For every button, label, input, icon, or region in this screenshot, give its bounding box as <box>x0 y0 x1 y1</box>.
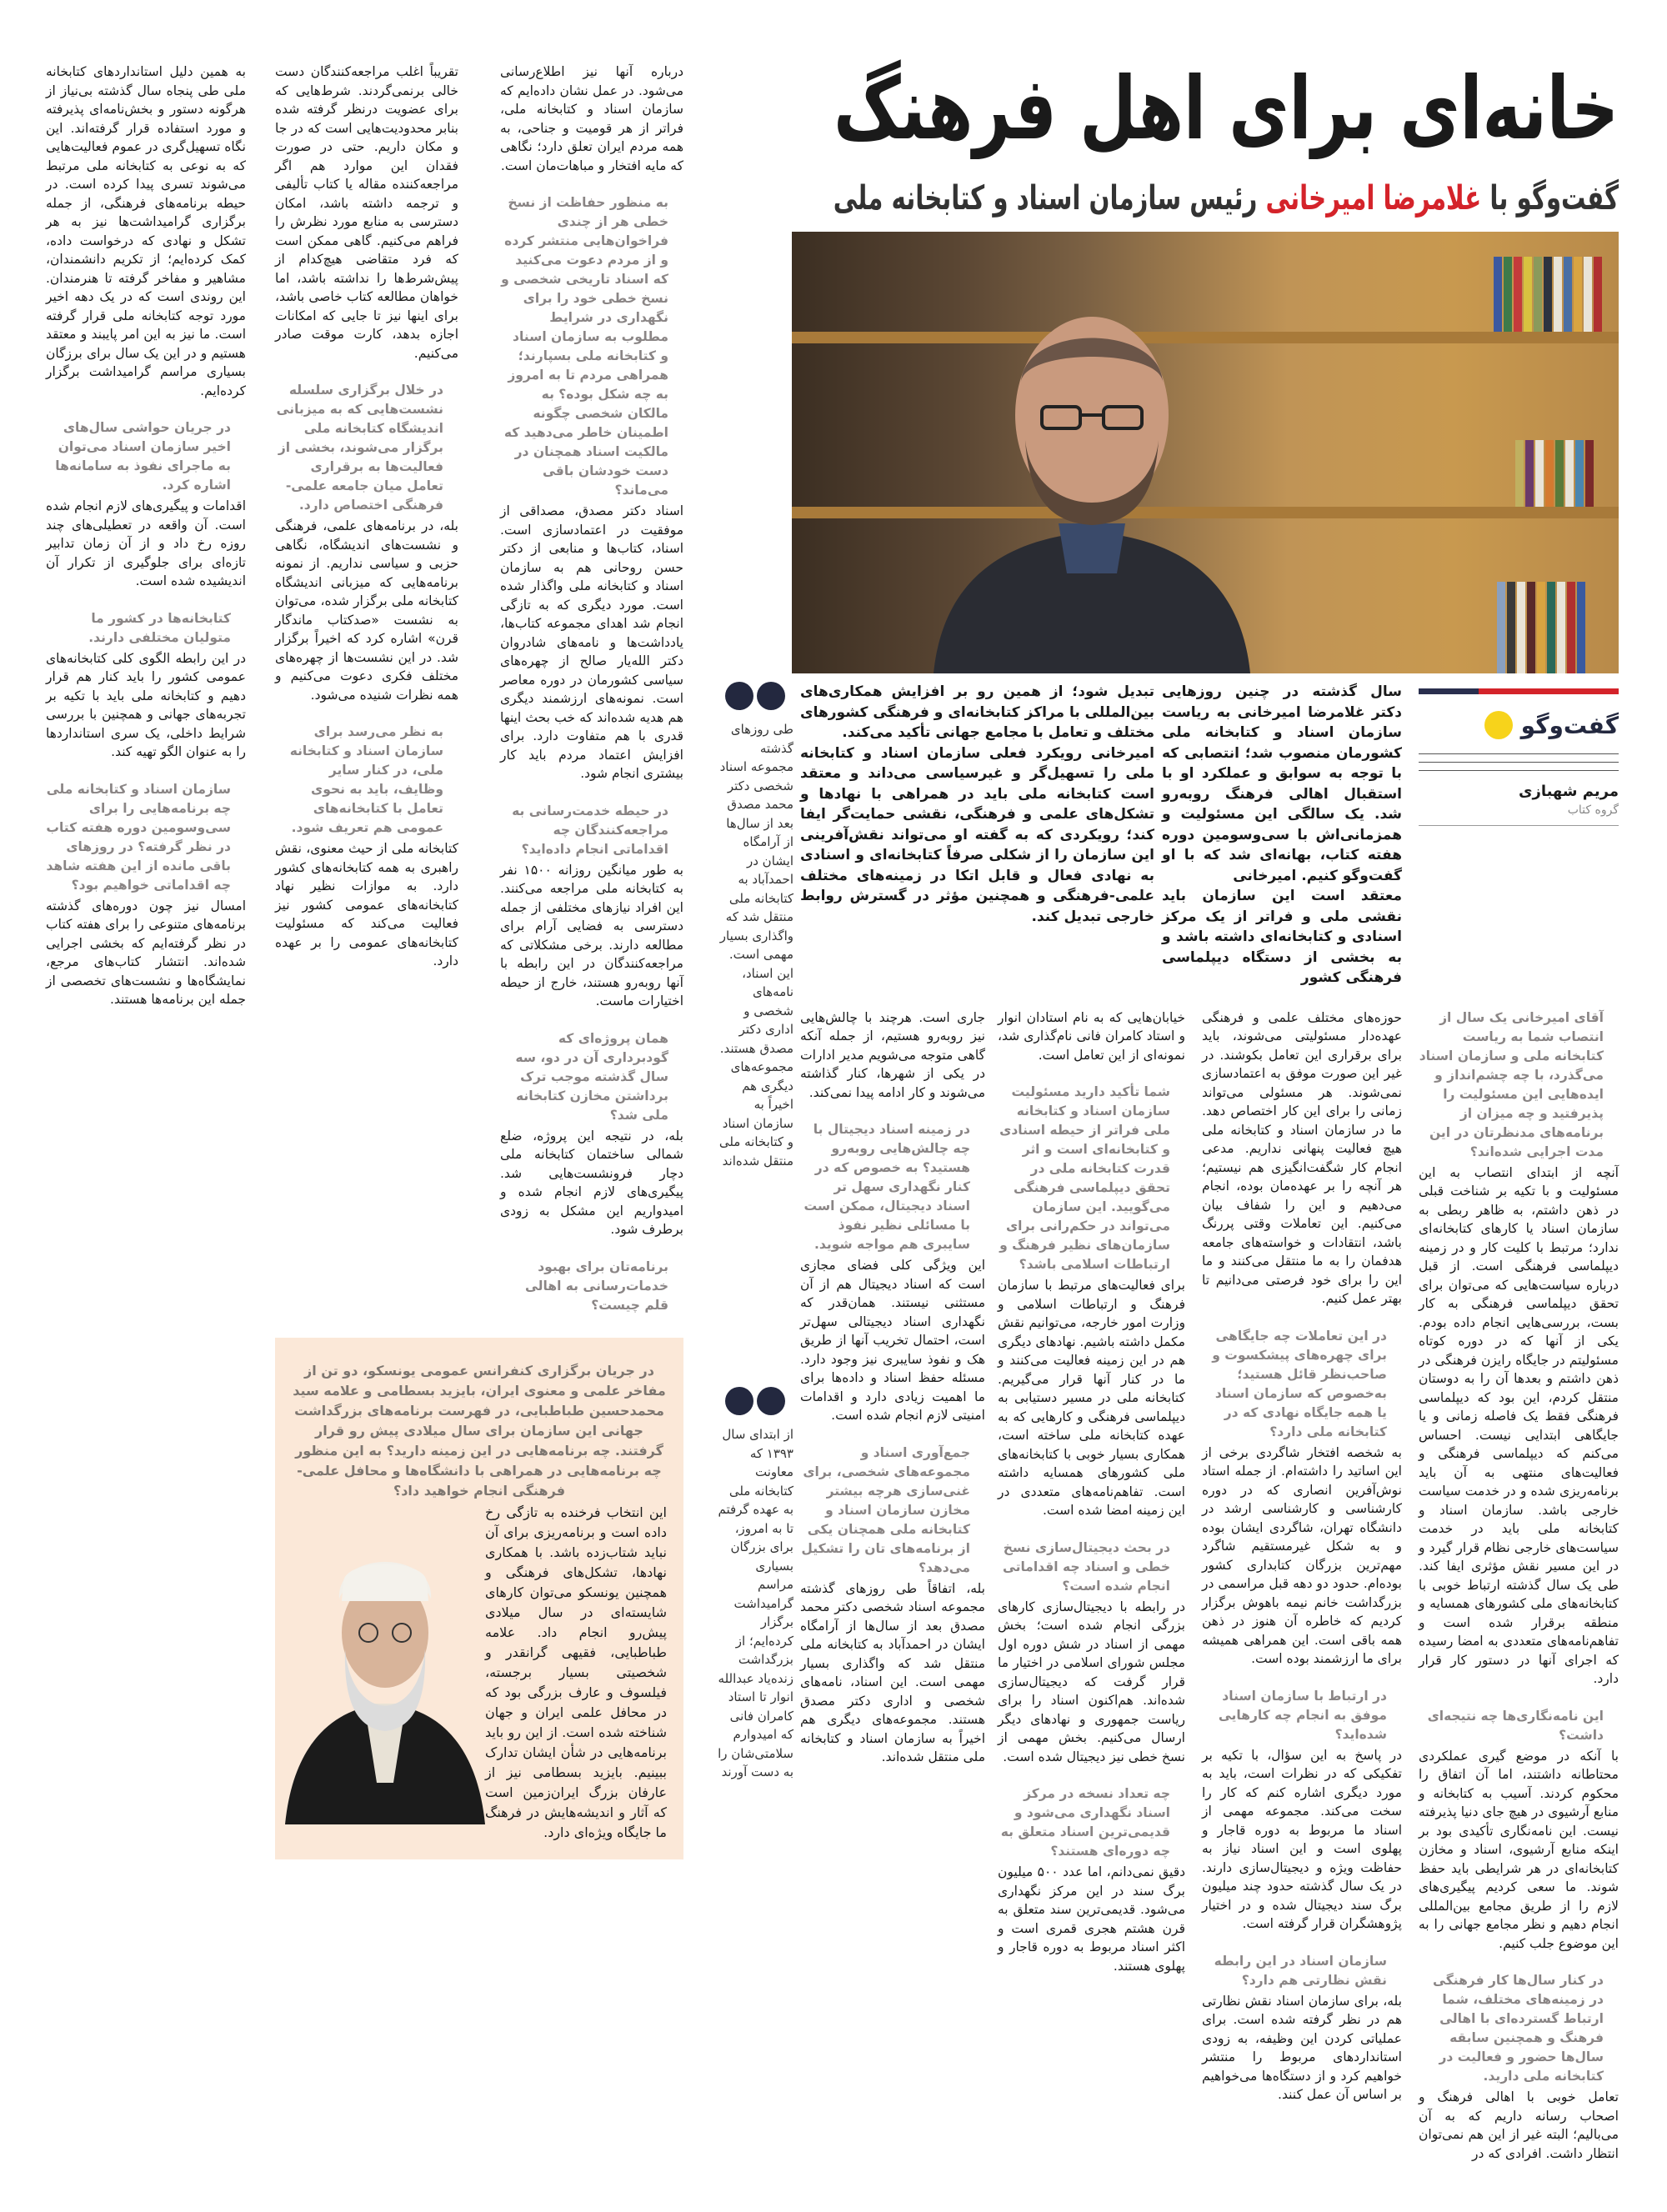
answer-paragraph: کتابخانه ملی از حیث معنوی، نقش راهبری به همه کتابخانه‌های کشور دارد. به موازات نظیر نهاد کتابخانه‌های عمومی کشور نیز فعالیت می‌کند که مسئولیت کتابخانه‌های عمومی را بر عهده دارد. <box>275 841 458 968</box>
rubric-bar <box>1419 688 1619 694</box>
quote-mark-icon <box>725 682 785 715</box>
pull-quote-1 <box>717 682 793 1170</box>
lede-block-2 <box>800 682 1154 927</box>
rubric-dot-icon <box>1484 711 1513 739</box>
interview-question: سازمان اسناد در این رابطه نقش نظارتی هم دارد؟ <box>1214 1953 1387 1988</box>
cleric-portrait <box>285 1508 485 1824</box>
answer-paragraph: به همین دلیل استانداردهای کتابخانه ملی طی پنجاه سال گذشته بی‌نیاز از هرگونه دستور و بخش‌نامه‌ای پذیرفته و مورد استفاده قرار گرفته‌اند. این نگاه تسهیل‌گری در عموم فعالیت‌هایی که به نوعی به کتابخانه ملی مرتبط می‌شوند تسری پیدا کرده است. در حیطه برنامه‌های فرهنگی، از جمله برگزاری گرامیداشت‌ها نیز به هر تشکل و نهادی که درخواست داده، کمک کرده‌ایم؛ از تکریم دانشمندان، مشاهیر و مفاخر گرفته تا هنرمندان. این روندی است که در یک دهه اخیر مورد توجه کتابخانه ملی قرار گرفته است. ما نیز به این امر پایبند و معتقد هستیم و در این یک سال برای برزگان بسیاری مراسم گرامیداشت برگزار کرده‌ایم. <box>46 64 246 398</box>
answer-paragraph: در این رابطه الگوی کلی کتابخانه‌های عمومی کشور را باید کنار هم قرار دهیم و کتابخانه ملی باید با تکیه بر تجربه‌های جهانی و همچنین با بررسی شرایط داخلی، یک سری استانداردها را به عنوان الگو تهیه کند. <box>46 650 246 759</box>
column-1 <box>1419 1008 1619 2164</box>
answer-paragraph: بله، برای سازمان اسناد نقش نظارتی هم در نظر گرفته شده است. برای عملیاتی کردن این وظیفه، به زودی استانداردهای مربوط را منتشر خواهیم کرد و از دستگاه‌ها می‌خواهیم بر اساس آن عمل کنند. <box>1202 1993 1402 2102</box>
divider <box>1419 825 1619 826</box>
interview-question: در کنار سال‌ها کار فرهنگی در زمینه‌های مختلف، شما ارتباط گسترده‌ای با اهالی فرهنگ و همچنین سابقه سال‌ها حضور و فعالیت در کتابخانه ملی دارید. <box>1433 1973 1604 2084</box>
interviewee-name: غلامرضا امیرخانی <box>1265 179 1482 218</box>
subtitle <box>833 177 1619 220</box>
interview-question: به منظور حفاظت از نسخ خطی هر از چندی فراخوان‌هایی منتشر کرده و از مردم دعوت می‌کنید که اسناد تاریخی شخصی و نسخ خطی خود را برای نگهداری در شرایط مطلوب به سازمان اسناد و کتابخانه ملی بسپارند؛ همراهی مردم تا به امروز به چه شکل بوده؟ به مالکان شخصی چگونه اطمینان خاطر می‌دهید که مالکیت اسناد همچنان در دست خودشان باقی می‌ماند؟ <box>501 195 668 498</box>
interview-question: آقای امیرخانی یک سال از انتصاب شما به ریاست کتابخانه ملی و سازمان اسناد می‌گذرد، با چه چشم‌انداز و ایده‌هایی این مسئولیت را پذیرفتید و چه میزان از برنامه‌های مدنظرتان در این مدت اجرایی شده‌اند؟ <box>1419 1009 1604 1159</box>
column-5 <box>275 63 458 1317</box>
answer-paragraph: بله، اتفاقاً طی روزهای گذشته مجموعه اسناد شخصی دکتر محمد مصدق بعد از سال‌ها از آرامگاه ایشان در احمدآباد به کتابخانه ملی منتقل شد که واگذاری بسیار مهمی است. این اسناد، نامه‌های شخصی و اداری دکتر مصدق هستند. مجموعه‌های دیگری هم اخیراً به سازمان اسناد و کتابخانه ملی منتقل شده‌اند. <box>800 1580 985 1764</box>
lede-part-4: امیرخانی رویکرد فعلی سازمان اسناد و کتابخانه ملی را تسهیل‌گر و غیرسیاسی می‌داند و معتقد است کتابخانه ملی باید در همراهی با نهادها و تشکل‌های علمی و فرهنگی، نقشی حمایت‌گر ایفا کند؛ رویکردی که به گفته او می‌تواند نقش‌آفرینی این سازمان را از شکلی صرفاً کتابخانه‌ای و اسنادی به نهادی فعال و قابل اتکا در زمینه‌های مختلف علمی-فرهنگی و همچنین مؤثر در گسترش روابط خارجی تبدیل کند. <box>800 744 1154 925</box>
interview-question: این نامه‌نگاری‌ها چه نتیجه‌ای داشت؟ <box>1427 1708 1604 1743</box>
column-3 <box>998 1008 1185 1976</box>
interview-question: در این تعاملات چه جایگاهی برای چهره‌های پیشکسوت و صاحب‌نظر قائل هستید؛ به‌خصوص که سازمان اسناد یا همه جایگاه نهادی که در کتابخانه ملی دارد؟ <box>1212 1328 1387 1439</box>
answer-paragraph: در رابطه با دیجیتال‌سازی کارهای بزرگی انجام شده است؛ بخش مهمی از اسناد در شش دوره اول مجلس شورای اسلامی در اختیار ما قرار گرفت که دیجیتال‌سازی شده‌اند. هم‌اکنون اسناد را برای ریاست جمهوری و نهادهای دیگر ارسال می‌کنیم. بخش مهمی از نسخ خطی نیز دیجیتال شده است. <box>998 1599 1185 1764</box>
answer-paragraph: جاری است. هرچند با چالش‌هایی نیز روبه‌رو هستیم، از جمله آنکه گاهی متوجه می‌شویم مدیر ادارات در یکی از شهرها، کنار گذاشته می‌شوند و کار ادامه پیدا نمی‌کند. <box>800 1009 985 1100</box>
lede-part-2: معتقد است این سازمان باید نقشی ملی و فراتر از یک مرکز اسنادی و کتابخانه‌ای داشته باشد و به بخشی از دستگاه دیپلماسی فرهنگی کشور <box>1162 888 1402 986</box>
interview-question: شما تأکید دارید مسئولیت سازمان اسناد و کتابخانه ملی فراتر از حیطه اسنادی و کتابخانه‌ای است و اثر قدرت کتابخانه ملی در تحقق دیپلماسی فرهنگی می‌گویید. این سازمان می‌تواند در حکم‌رانی برای سازمان‌های نظیر فرهنگ و ارتباطات اسلامی باشد؟ <box>999 1084 1170 1272</box>
sidebar-box <box>275 1338 683 1859</box>
divider <box>1419 762 1619 763</box>
quote-mark-icon <box>725 1387 785 1420</box>
rubric-label: گفت‌وگو <box>1520 711 1619 739</box>
interview-question: در خلال برگزاری سلسله نشست‌هایی که به میزبانی اندیشگاه کتابخانه ملی برگزار می‌شوند، بخشی از فعالیت‌ها به برقراری تعامل میان جامعه علمی-فرهنگی اختصاص دارد. <box>276 383 443 513</box>
answer-paragraph: در پاسخ به این سؤال، با تکیه بر تفکیکی که در نظرات است، باید به مورد دیگری اشاره کنم که کار را سخت می‌کند. مجموعه مهمی از اسناد ما مربوط به دوره قاجار و پهلوی است و این اسناد نیاز به حفاظت ویژه و دیجیتال‌سازی دارند. در یک سال گذشته حدود چند میلیون برگ سند دیجیتال شده و در اختیار پژوهشگران قرار گرفته است. <box>1202 1747 1402 1931</box>
divider <box>1419 770 1619 771</box>
column-7 <box>46 63 246 1009</box>
answer-paragraph: برای فعالیت‌های مرتبط با سازمان فرهنگ و ارتباطات اسلامی و وزارت امور خارجه، می‌توانیم نقش مکمل داشته باشیم. نهادهای دیگری هم در این زمینه فعالیت می‌کنند و ما در کنار آنها قرار می‌گیریم. کتابخانه ملی در مسیر دستیابی به دیپلماسی فرهنگی و کارهایی که به عهده کتابخانه ملی ساخته است، همکاری بسیار خوبی با کتابخانه‌های ملی کشورهای همسایه داشته است. تفاهم‌نامه‌های متعددی در این زمینه امضا شده است. <box>998 1278 1185 1518</box>
column-4 <box>800 1008 985 1767</box>
left-columns <box>275 63 683 1317</box>
interview-question: چه تعداد نسخه در مرکز اسناد نگهداری می‌شود و قدیمی‌ترین اسناد متعلق به چه دوره‌ای هستند؟ <box>1000 1786 1170 1859</box>
answer-paragraph: امسال نیز چون دوره‌های گذشته برنامه‌های متنوعی را برای هفته کتاب در نظر گرفته‌ایم که بخشی اجرایی شده‌اند. انتشار کتاب‌های مرجع، نمایشگاه‌ها و نشست‌های تخصصی از جمله این برنامه‌ها هستند. <box>46 898 246 1007</box>
answer-paragraph: این ویژگی کلی فضای مجازی است که اسناد دیجیتال هم از آن مستثنی نیستند. همان‌قدر که نگهداری اسناد دیجیتالی سهل‌تر است، احتمال تخریب آنها از طریق هک و نفوذ سایبری نیز وجود دارد. مسئله حفظ اسناد و داده‌ها برای ما اهمیت زیادی دارد و اقدامات امنیتی لازم انجام شده است. <box>800 1258 985 1423</box>
author-name: مریم شهبازی <box>1518 783 1619 800</box>
column-6 <box>500 63 683 1317</box>
main-article <box>800 682 1619 2163</box>
man-portrait-illustration <box>917 257 1267 673</box>
author-desk: گروه کتاب <box>1567 803 1619 817</box>
box-answer: این انتخاب فرخنده به تازگی رخ داده است و برنامه‌ریزی برای آن نباید شتاب‌زده باشد. با همکاری نهادها، تشکل‌های فرهنگی و همچنین یونسکو می‌توان کارهای شایسته‌ای در سال میلادی پیش‌رو انجام داد. علامه طباطبایی، فقیهی گرانقدر و شخصیتی بسیار برجسته، فیلسوف و عارف بزرگی بود که در محافل علمی ایران و جهان شناخته شده است. از این رو باید برنامه‌هایی در شأن ایشان تدارک ببینیم. بایزید بسطامی نیز از عارفان بزرگ ایران‌زمین است که آثار و اندیشه‌هایش در فرهنگ ما جایگاه ویژه‌ای دارد. <box>485 1504 667 1840</box>
pull-quotes-column <box>717 682 793 1782</box>
answer-paragraph: تعامل خوبی با اهالی فرهنگ و اصحاب رسانه داریم که به آن می‌بالیم؛ البته غیر از این هم نمی‌توان انتظار داشت. افرادی که در <box>1419 2089 1619 2161</box>
answer-paragraph: به طور میانگین روزانه ۱۵۰۰ نفر به کتابخانه ملی مراجعه می‌کنند. این افراد نیازهای مختلفی از جمله دسترسی به فضایی آرام برای مطالعه دارند. برخی مشکلاتی که مراجعه‌کنندگان در این رابطه با آنها روبه‌رو هستند، خارج از حیطه اختیارات ماست. <box>500 862 683 1008</box>
answer-paragraph: با آنکه در موضع گیری عملکردی محتاطانه داشتند، اما آن اتفاق را محکوم کردند. آسیب به کتابخانه و منابع آرشیوی در هیچ جای دنیا پذیرفته نیست. این نامه‌نگاری تأکیدی بود بر اینکه منابع آرشیوی، اسناد و مخازن کتابخانه‌ای در هر شرایطی باید حفظ شوند. ما سعی کردیم پیگیری‌های لازم را از طریق مجامع بین‌المللی انجام دهیم و نظر مجامع جهانی را به این موضوع جلب کنیم. <box>1419 1748 1619 1951</box>
answer-paragraph: اسناد دکتر مصدق، مصداقی از موفقیت در اعتمادسازی است. اسناد، کتاب‌ها و منابعی از دکتر حسن روحانی هم به سازمان اسناد و کتابخانه ملی واگذار شده است. مورد دیگری که به تازگی انجام شد اهدای مجموعه کتاب‌ها، یادداشت‌ها و نامه‌های شادروان دکتر الله‌یار صالح از چهره‌های سیاسی کشورمان در دوره معاصر است. نمونه‌های ارزشمند دیگری هم هدیه شده‌اند که خب بحث اینها قدری با هم متفاوت دارد. برای افزایش اعتماد مردم باید کار بیشتری انجام شود. <box>500 503 683 781</box>
lede-part-3: تبدیل شود؛ از همین رو بر افزایش همکاری‌های بین‌المللی با مراکز کتابخانه‌ای و فرهنگی کشورهای مختلف و تعامل با مجامع جهانی تأکید می‌کند. <box>800 683 1154 741</box>
lower-section <box>717 682 1619 2163</box>
headline: خانه‌ای برای اهل فرهنگ <box>834 58 1619 159</box>
interview-question: در زمینه اسناد دیجیتال با چه چالش‌هایی روبه‌رو هستید؟ به خصوص که در کنار نگهداری سهل تر اسناد دیجیتال، ممکن است با مسائلی نظیر نفوذ سایبری هم مواجه شوید. <box>803 1122 970 1252</box>
intro-row <box>800 682 1619 988</box>
answer-paragraph: خیابان‌هایی که به نام استادان انوار و استاد کامران فانی نام‌گذاری شد، نمونه‌ای از این تعامل است. <box>998 1009 1185 1063</box>
answer-paragraph: درباره آنها نیز اطلاع‌رسانی می‌شود. در عمل نشان داده‌ایم که سازمان اسناد و کتابخانه ملی، فراتر از هر قومیت و جناحی، به همه مردم ایران تعلق دارد؛ نگاهی که مایه افتخار و مباهات‌مان است. <box>500 64 683 173</box>
pull-quote-text: طی روزهای گذشته مجموعه اسناد شخصی دکتر محمد مصدق بعد از سال‌ها از آرامگاه ایشان در احمدآباد به کتابخانه ملی منتقل شد که واگذاری بسیار مهمی است. این اسناد، نامه‌های شخصی و اداری دکتر مصدق هستند. مجموعه‌های دیگری هم اخیراً به سازمان اسناد و کتابخانه ملی منتقل شده‌اند <box>718 722 793 1169</box>
answer-paragraph: دقیق نمی‌دانم، اما عدد ۵۰۰ میلیون برگ سند در این مرکز نگهداری می‌شود. قدیمی‌ترین سند متعلق به قرن هشتم هجری قمری است و اکثر اسناد مربوط به دوره قاجار و پهلوی هستند. <box>998 1864 1186 1974</box>
answer-paragraph: تقریباً اغلب مراجعه‌کنندگان دست خالی برنمی‌گردند. شرط‌هایی که برای عضویت درنظر گرفته شده بنابر محدودیت‌هایی است که در جا و مکان داریم. حتی در صورت فقدان این موارد هم اگر مراجعه‌کننده مقاله یا کتاب تألیفی و ترجمه داشته باشد، امکان دسترسی به منابع مورد نظرش را فراهم می‌کنیم. گاهی ممکن است که فرد متقاضی هیچ‌کدام از پیش‌شرط‌ها را نداشته باشد، اما خواهان مطالعه کتاب خاصی باشد، برای اینها نیز تا جایی که امکانات اجازه بدهد، کارت موقت صادر می‌کنیم. <box>275 64 458 361</box>
interview-question: جمع‌آوری اسناد و مجموعه‌های شخصی، برای غنی‌سازی هرچه بیشتر مخازن سازمان اسناد و کتابخانه ملی همچنان یکی از برنامه‌های تان را تشکیل می‌دهد؟ <box>801 1444 970 1575</box>
interview-question: کتابخانه‌ها در کشور ما متولیان مختلفی دارند. <box>88 610 231 645</box>
interviewee-photo <box>792 232 1619 673</box>
pull-quote-2 <box>717 1387 793 1782</box>
interview-question: در حیطه خدمت‌رسانی به مراجعه‌کنندگان چه اقداماتی انجام داده‌اید؟ <box>512 803 668 857</box>
answer-paragraph: به شخصه افتخار شاگردی برخی از این اساتید را داشته‌ام. از جمله استاد نوش‌آفرین انصاری که در دوره کارشناسی و کارشناسی ارشد در دانشگاه تهران، شاگردی ایشان بوده و به شکل غیرمستقیم شاگرد مهم‌ترین بزرگان کتابداری کشور بوده‌ام. حدود دو دهه قبل مراسمی در بزرگداشت خانم نیمه باهوش برگزار کردیم که خاطره آن هنوز در ذهن همه باقی است. این همراهی همیشه برای ما ارزشمند بوده است. <box>1202 1444 1402 1666</box>
interview-question: برنامه‌تان برای بهبود خدمات‌رسانی به اهالی قلم چیست؟ <box>525 1259 668 1313</box>
subtitle-prefix: گفت‌وگو با <box>1489 179 1619 218</box>
subtitle-suffix: رئیس سازمان اسناد و کتابخانه ملی <box>833 179 1258 218</box>
interview-question: در جریان حواشی سال‌های اخیر سازمان اسناد می‌توان به ماجرای نفوذ به سامانه‌ها اشاره کرد. <box>55 420 231 493</box>
answer-paragraph: حوزه‌های مختلف علمی و فرهنگی عهده‌دار مسئولیتی می‌شوند، باید برای برقراری این تعامل بکوشند. در غیر این صورت موفق به اعتمادسازی نمی‌شوند. هر مسئولی می‌تواند زمانی را برای این کار اختصاص دهد. ما در سازمان اسناد و کتابخانه ملی هیچ فعالیت پنهانی نداریم. مدعی انجام کار شگفت‌انگیزی هم نیستیم؛ هر آنچه را بر عهده‌مان بوده، انجام می‌دهیم و این را شفاف بیان می‌کنیم. این تعاملات وقتی پررنگ باشد، انتقادات و خواسته‌های جامعه هدفمان را به ما منتقل می‌کنند و ما این را برای خود فرصتی می‌دانیم تا بهتر عمل کنیم. <box>1202 1009 1402 1306</box>
divider <box>1419 753 1619 754</box>
rubric <box>1419 688 1619 826</box>
interview-question: در ارتباط با سازمان اسناد موفق به انجام چه کارهایی شده‌اید؟ <box>1218 1688 1387 1742</box>
column-2 <box>1202 1008 1402 2104</box>
lede-block-1 <box>1162 682 1402 988</box>
interview-question: همان پروژه‌ای که گودبرداری آن در دو، سه سال گذشته موجب ترک برداشتن مخازن کتابخانه ملی شد؟ <box>515 1030 668 1123</box>
answer-paragraph: بله، در نتیجه این پروژه، ضلع شمالی ساختمان کتابخانه ملی دچار فرونشست‌هایی شد. پیگیری‌های لازم انجام شده و امیدواریم این مشکل به زودی برطرف شود. <box>500 1128 683 1237</box>
left-middle-section <box>275 63 683 1859</box>
pull-quote-text: از ابتدای سال ۱۳۹۳ که معاونت کتابخانه ملی به عهده گرفتم تا به امروز، برای بزرگان بسیاری مراسم گرامیداشت برگزار کرده‌ایم؛ از بزرگداشت زنده‌یاد عبدالله انوار تا استاد کامران فانی که امیدوارم سلامتی‌شان را به دست آورند <box>718 1427 793 1779</box>
body-columns <box>800 1008 1619 2164</box>
rubric-header <box>1419 704 1619 746</box>
interview-question: سازمان اسناد و کتابخانه ملی چه برنامه‌هایی را برای سی‌وسومین دوره هفته کتاب در نظر گرفته؟ در روزهای باقی مانده از این هفته شاهد چه اقداماتی خواهیم بود؟ <box>46 781 231 893</box>
answer-paragraph: اقدامات و پیگیری‌های لازم انجام شده است. آن واقعه در تعطیلی‌های چند روزه رخ داد و از آن زمان تدابیر تازه‌ای برای جلوگیری از تکرار آن اندیشیده شده است. <box>46 498 246 588</box>
lede-part-1: سال گذشته در چنین روزهایی دکتر غلامرضا امیرخانی به ریاست سازمان اسناد و کتابخانه ملی کشورمان منصوب شد؛ انتصابی که با توجه به سوابق و عملکرد او با استقبال اهالی فرهنگ روبه‌رو شد. یک سالگی این مسئولیت و همزمانی‌اش با سی‌وسومین دوره هفته کتاب، بهانه‌ای شد که با او گفت‌وگو کنیم. امیرخانی <box>1162 683 1402 884</box>
answer-paragraph: بله، در برنامه‌های علمی، فرهنگی و نشست‌های اندیشگاه، نگاهی حزبی و سیاسی نداریم. از نمونه برنامه‌هایی که میزبانی اندیشگاه کتابخانه ملی برگزار شده، می‌توان به نشست «صدکتاب ماندگار قرن» اشاره کرد که اخیراً برگزار شد. در این نشست‌ها از چهره‌های مختلف فکری دعوت می‌کنیم و همه نظرات شنیده می‌شود. <box>275 518 458 703</box>
interview-question: در بحث دیجیتال‌سازی نسخ خطی و اسناد چه اقداماتی انجام شده است؟ <box>1002 1539 1170 1594</box>
answer-paragraph: آنچه از ابتدای انتصاب به این مسئولیت و با تکیه بر شناخت قبلی در ذهن داشتم، به ظاهر ربطی به سازمان اسناد یا کارهای کتابخانه‌ای ندارد؛ مرتبط با کلیت کار و در زمینه دیپلماسی فرهنگی است. از قبل درباره سیاست‌هایی که می‌توان برای تحقق دیپلماسی فرهنگی به کار بست، بررسی‌هایی انجام داده بودم. یکی از آنها که در دوره کوتاه مسئولیتم در جایگاه رایزن فرهنگی در ذهن داشتم و بعدها آن را به دوستان منتقل کردم، این بود که دیپلماسی فرهنگی فقط یک فاصله زمانی و یا جایگاهی ابتدایی نیست. احساس می‌کنم که دیپلماسی فرهنگی و فعالیت‌های منتهی به آن باید برنامه‌ریزی شده و در خدمت سیاست خارجی باشد. سازمان اسناد و کتابخانه ملی باید در خدمت سیاست‌های خارجی نظام قرار گیرد و در این مسیر نقش مؤثری ایفا کند. طی یک سال گذشته ارتباط خوبی با کتابخانه‌های ملی کشورهای همسایه و منطقه برقرار شده است و تفاهم‌نامه‌های متعددی به امضا رسیده که اجرای آنها در دستور کار قرار دارد. <box>1419 1164 1619 1686</box>
box-question: در جریان برگزاری کنفرانس عمومی یونسکو، دو تن از مفاخر علمی و معنوی ایران، بایزید بسطامی و علامه سید محمدحسین طباطبایی، در فهرست برنامه‌های بزرگداشت جهانی این سازمان برای سال میلادی پیش رو قرار گرفتند. چه برنامه‌هایی در این زمینه دارید؟ به این منظور چه برنامه‌هایی در همراهی با دانشگاه‌ها و محافل علمی-فرهنگی انجام خواهید داد؟ <box>293 1362 666 1499</box>
interview-question: به نظر می‌رسد برای سازمان اسناد و کتابخانه ملی، در کنار سایر وظایف، باید به نحوی تعامل با کتابخانه‌های عمومی هم تعریف شود. <box>289 724 443 835</box>
